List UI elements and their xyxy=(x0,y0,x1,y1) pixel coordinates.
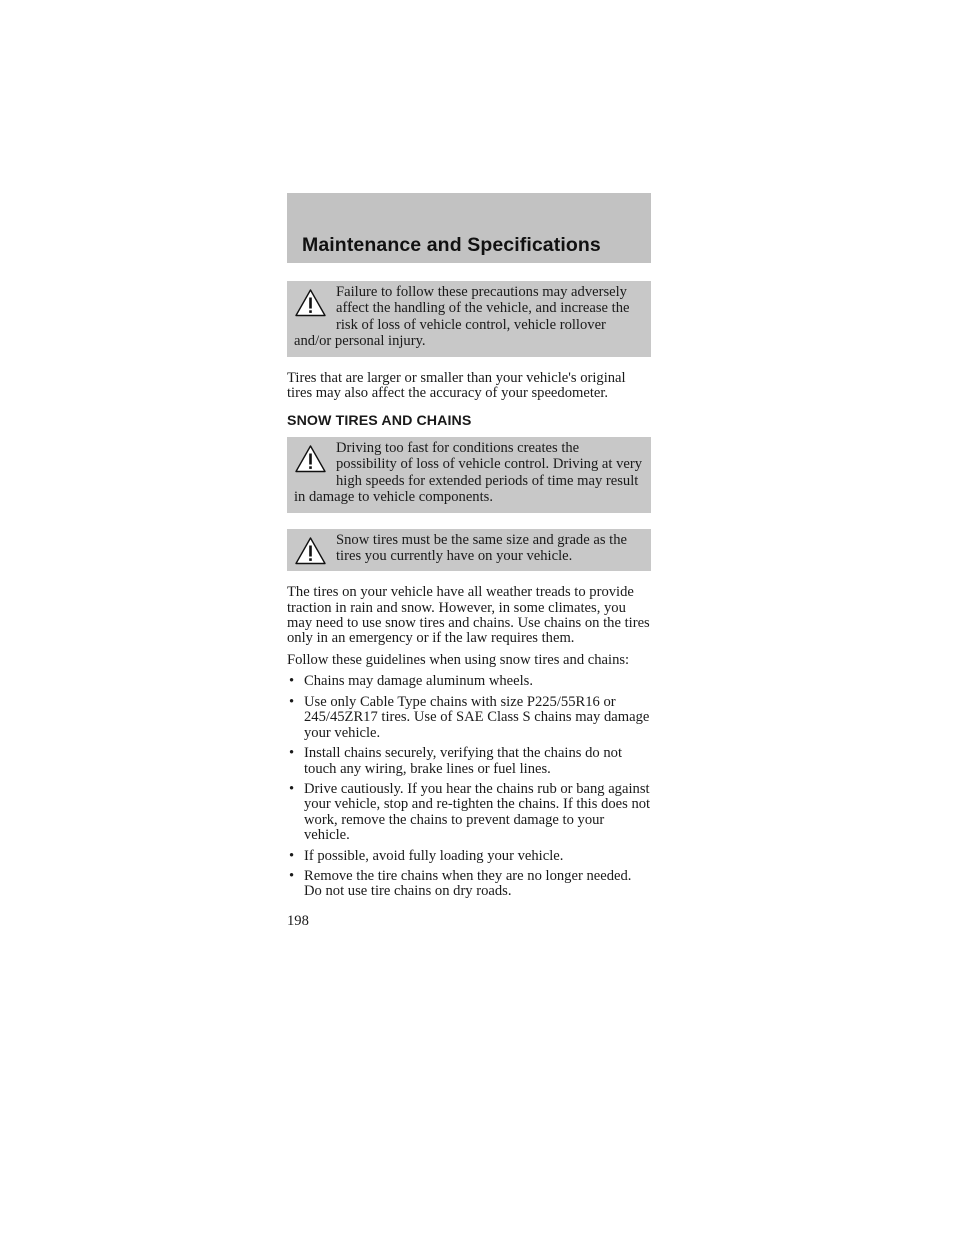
warning-text: Failure to follow these precautions may adversely affect the handling of the vehicle, and increase the risk of loss of vehicle control, vehicle rollover and/or personal injury. xyxy=(294,284,630,350)
warning-triangle-icon xyxy=(294,444,327,474)
list-item: • Remove the tire chains when they are no longer needed. Do not use tire chains on dry roads. xyxy=(289,868,632,900)
section-heading: SNOW TIRES AND CHAINS xyxy=(287,413,472,430)
bullet: • xyxy=(289,847,295,864)
list-item: • Chains may damage aluminum wheels. xyxy=(289,673,533,690)
all-weather-paragraph: The tires on your vehicle have all weather treads to provide traction in rain and snow. However, in some climates, you may need to use snow tires and chains. Use chains on the tires only in an emergency or if the law requires them. xyxy=(287,584,650,647)
list-item: • If possible, avoid fully loading your vehicle. xyxy=(289,847,564,864)
guidelines-intro: Follow these guidelines when using snow tires and chains: xyxy=(287,652,630,669)
warning-text: Snow tires must be the same size and grade as the tires you currently have on your vehicle. xyxy=(336,531,627,565)
list-item: • Use only Cable Type chains with size P225/55R16 or 245/45ZR17 tires. Use of SAE Class S chains may damage your vehicle. xyxy=(289,694,650,741)
page-number: 198 xyxy=(287,913,309,930)
warning-triangle-icon xyxy=(294,536,327,566)
list-item: • Drive cautiously. If you hear the chains rub or bang against your vehicle, stop and re-tighten the chains. If this does not work, remove the chains to prevent damage to your vehicle. xyxy=(289,781,651,843)
warning-box-snow-tires xyxy=(287,529,651,572)
section-header xyxy=(287,193,651,263)
bullet: • xyxy=(289,673,295,690)
warning-box-handling xyxy=(287,281,651,357)
list-item: • Install chains securely, verifying that the chains do not touch any wiring, brake lines or fuel lines. xyxy=(289,745,622,777)
bullet: • xyxy=(289,745,295,762)
manual-page xyxy=(287,193,651,930)
guidelines-list xyxy=(287,674,651,899)
warning-triangle-icon xyxy=(294,288,327,318)
warning-text: Driving too fast for conditions creates the possibility of loss of vehicle control. Driving at very high speeds for extended periods of time may result in damage to vehicle components. xyxy=(294,440,643,506)
bullet: • xyxy=(289,694,295,711)
warning-box-speed xyxy=(287,437,651,513)
tire-size-paragraph: Tires that are larger or smaller than your vehicle's original tires may also affect the accuracy of your speedometer. xyxy=(287,369,626,401)
bullet: • xyxy=(289,868,295,885)
bullet: • xyxy=(289,781,295,798)
page-title: Maintenance and Specifications xyxy=(302,234,601,256)
